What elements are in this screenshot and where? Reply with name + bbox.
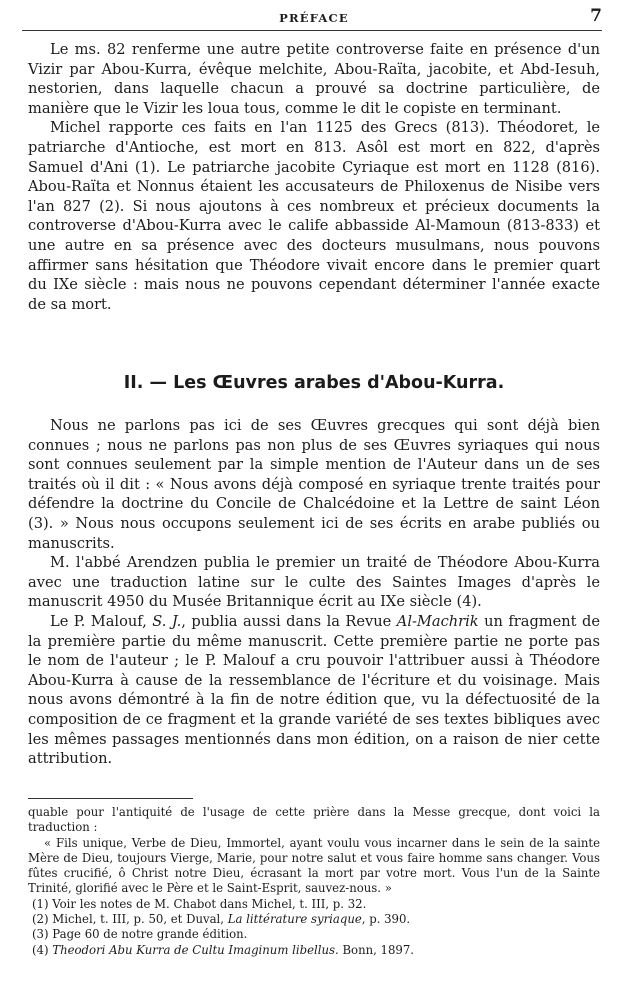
footnote-continuation: quable pour l'antiquité de l'usage de cette prière dans la Messe grecque, dont voici la traduction : <box>28 805 600 835</box>
paragraph-michel-dates: Michel rapporte ces faits en l'an 1125 des Grecs (813). Théodoret, le patriarche d'Antioche, est mort en 813. Asôl est mort en 822, d'après Samuel d'Ani (1). Le patriarche jacobite Cyriaque est mort en 1128 (816). Abou-Raïta et Nonnus étaient les accusateurs de Philoxenus de Nisibe vers l'an 827 (2). Si nous ajoutons à ces nombreux et précieux documents la controverse d'Abou-Kurra avec le calife abbasside Al-Mamoun (813-833) et une autre en sa présence avec des docteurs musulmans, nous pouvons affirmer sans hésitation que Théodore vivait encore dans le premier quart du IXe siècle : mais nous ne pouvons cependant déterminer l'année exacte de sa mort. <box>28 119 600 313</box>
malouf-abbrev: S. J. <box>152 612 182 630</box>
footnote-rule <box>28 798 193 799</box>
journal-title: Al-Machrik <box>396 612 479 630</box>
page-header <box>22 6 606 28</box>
paragraph-malouf <box>28 612 600 769</box>
footnote-2 <box>28 912 600 927</box>
paragraph-ms82: Le ms. 82 renferme une autre petite controverse faite en présence d'un Vizir par Abou-Kurra, évêque melchite, Abou-Raïta, jacobite, et Abd-Iesuh, nestorien, dans laquelle chacun a prouvé sa doctrine particulière, de manière que le Vizir les loua tous, comme le dit le copiste en terminant. <box>28 41 600 117</box>
footnote-2-prefix: (2) Michel, t. III, p. 50, et Duval, <box>32 912 228 927</box>
malouf-text-3: un fragment de la première partie du même manuscrit. Cette première partie ne porte pas le nom de l'auteur ; le P. Malouf a cru pouvoir l'attribuer aussi à Théodore Abou-Kurra à cause de la ressemblance de l'écriture et du voisinage. Mais nous avons démontré à la fin de notre édition que, vu la défectuosité de la composition de ce fragment et la grande variété de ses textes bibliques avec les mêmes passages mentionnés dans mon édition, on a raison de nier cette attribution. <box>28 612 600 768</box>
footnote-2-suffix: , p. 390. <box>361 912 411 927</box>
malouf-text-2: , publia aussi dans la Revue <box>181 612 397 630</box>
footnotes <box>28 805 600 958</box>
footnote-4-suffix: . Bonn, 1897. <box>335 942 415 957</box>
running-head: PRÉFACE <box>279 11 349 25</box>
paragraph-arendzen: M. l'abbé Arendzen publia le premier un traité de Théodore Abou-Kurra avec une traduction latine sur le culte des Saintes Images d'après le manuscrit 4950 du Musée Britannique écrit au IXe siècle (4). <box>28 554 600 611</box>
footnote-quote: « Fils unique, Verbe de Dieu, Immortel, ayant voulu vous incarner dans le sein de la sainte Mère de Dieu, toujours Vierge, Marie, pour notre salut et vous faire homme sans changer. Vous fûtes crucifié, ô Christ notre Dieu, écrasant la mort par votre mort. Vous l'un de la Sainte Trinité, glorifié avec le Père et le Saint-Esprit, sauvez-nous. » <box>28 835 600 896</box>
footnote-3: (3) Page 60 de notre grande édition. <box>32 927 248 942</box>
footnote-4-prefix: (4) <box>32 942 53 957</box>
body-text-bottom <box>28 416 600 769</box>
footnote-4-title: Theodori Abu Kurra de Cultu Imaginum libellus <box>52 942 336 957</box>
malouf-text-1: Le P. Malouf, <box>50 612 153 630</box>
header-rule <box>22 30 602 31</box>
footnote-2-title: La littérature syriaque <box>227 912 362 927</box>
paragraph-oeuvres-grecques: Nous ne parlons pas ici de ses Œuvres grecques qui sont déjà bien connues ; nous ne parlons pas non plus de ses Œuvres syriaques qui nous sont connues seulement par la simple mention de l'Auteur dans un de ses traités où il dit : « Nous avons déjà composé en syriaque trente traités pour défendre la doctrine du Concile de Chalcédoine et la Lettre de saint Léon (3). » Nous nous occupons seulement ici de ses écrits en arabe publiés ou manuscrits. <box>28 417 600 552</box>
section-title: II. — Les Œuvres arabes d'Abou-Kurra. <box>123 373 505 393</box>
footnote-1: (1) Voir les notes de M. Chabot dans Michel, t. III, p. 32. <box>32 896 367 911</box>
body-text-top <box>28 40 600 314</box>
footnote-4 <box>28 943 600 958</box>
page-number: 7 <box>590 6 602 26</box>
